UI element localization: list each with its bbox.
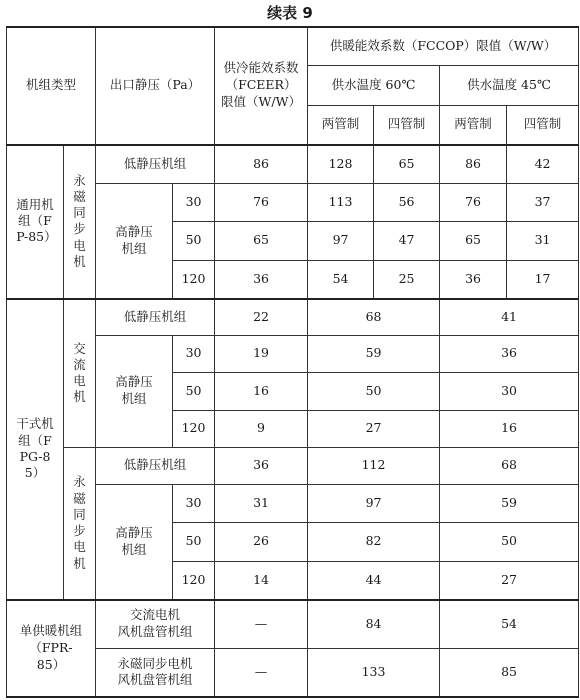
table-row bbox=[7, 448, 579, 484]
cell-value: 97 bbox=[308, 222, 374, 261]
table-title: 续表 9 bbox=[267, 4, 313, 22]
motor-label-general: 永磁同步电机 bbox=[64, 145, 96, 299]
header-row-1 bbox=[7, 27, 579, 66]
cell-fceer: 36 bbox=[215, 260, 308, 299]
section-label-dry: 干式机组（FPG-85） bbox=[7, 299, 64, 600]
motor-label-dry-ac: 交流电机 bbox=[64, 299, 96, 448]
header-two-pipe-60: 两管制 bbox=[308, 105, 374, 145]
cell-value: 37 bbox=[507, 183, 579, 222]
high-pressure-label: 高静压机组 bbox=[96, 484, 173, 600]
header-temp-60: 供水温度 60℃ bbox=[308, 66, 440, 106]
cell-value: 25 bbox=[374, 260, 440, 299]
cell-value: 85 bbox=[440, 648, 579, 697]
cell-value: 86 bbox=[440, 145, 507, 184]
header-static-pressure: 出口静压（Pa） bbox=[96, 27, 215, 145]
cell-pa: 50 bbox=[173, 373, 215, 411]
cell-value: 50 bbox=[440, 523, 579, 562]
cell-value: 16 bbox=[440, 410, 579, 448]
cell-fceer: 26 bbox=[215, 523, 308, 562]
efficiency-limits-table bbox=[6, 26, 579, 698]
cell-value: 56 bbox=[374, 183, 440, 222]
cell-value: 36 bbox=[440, 335, 579, 373]
cell-value: 65 bbox=[440, 222, 507, 261]
header-two-pipe-45: 两管制 bbox=[440, 105, 507, 145]
low-pressure-label: 低静压机组 bbox=[96, 448, 215, 484]
cell-fceer: 14 bbox=[215, 561, 308, 600]
cell-value: 59 bbox=[440, 484, 579, 523]
cell-value: 68 bbox=[440, 448, 579, 484]
cell-value: 76 bbox=[440, 183, 507, 222]
cell-value: 133 bbox=[308, 648, 440, 697]
cell-fceer: 65 bbox=[215, 222, 308, 261]
cell-value: 27 bbox=[440, 561, 579, 600]
cell-value: 47 bbox=[374, 222, 440, 261]
cell-fceer: 76 bbox=[215, 183, 308, 222]
heating-type-label bbox=[96, 600, 215, 649]
cell-value: 65 bbox=[374, 145, 440, 184]
cell-pa: 30 bbox=[173, 183, 215, 222]
high-pressure-label: 高静压机组 bbox=[96, 335, 173, 448]
cell-fceer: 9 bbox=[215, 410, 308, 448]
high-pressure-label: 高静压机组 bbox=[96, 183, 173, 299]
cell-fceer: 36 bbox=[215, 448, 308, 484]
section-label-heating: 单供暖机组（FPR-85） bbox=[7, 600, 96, 697]
cell-fceer: 19 bbox=[215, 335, 308, 373]
cell-fceer: 86 bbox=[215, 145, 308, 184]
cell-pa: 50 bbox=[173, 222, 215, 261]
cell-value: 27 bbox=[308, 410, 440, 448]
heating-type-line2: 风机盘管机组 bbox=[117, 624, 193, 640]
cell-pa: 30 bbox=[173, 484, 215, 523]
cell-value: 128 bbox=[308, 145, 374, 184]
cell-value: 97 bbox=[308, 484, 440, 523]
cell-pa: 120 bbox=[173, 410, 215, 448]
cell-value: 59 bbox=[308, 335, 440, 373]
cell-pa: 50 bbox=[173, 523, 215, 562]
cell-value: 36 bbox=[440, 260, 507, 299]
low-pressure-label: 低静压机组 bbox=[96, 299, 215, 335]
header-fccop: 供暖能效系数（FCCOP）限值（W/W） bbox=[308, 27, 579, 66]
cell-value: 68 bbox=[308, 299, 440, 335]
header-fceer: 供冷能效系数（FCEER）限值（W/W） bbox=[215, 27, 308, 145]
header-unit-type: 机组类型 bbox=[7, 27, 96, 145]
motor-label-dry-pm: 永磁同步电机 bbox=[64, 448, 96, 600]
heating-type-line2: 风机盘管机组 bbox=[117, 672, 193, 688]
cell-pa: 120 bbox=[173, 260, 215, 299]
cell-value: 84 bbox=[308, 600, 440, 649]
header-four-pipe-60: 四管制 bbox=[374, 105, 440, 145]
cell-pa: 120 bbox=[173, 561, 215, 600]
cell-value: 50 bbox=[308, 373, 440, 411]
cell-value: 112 bbox=[308, 448, 440, 484]
cell-value: 41 bbox=[440, 299, 579, 335]
cell-pa: 30 bbox=[173, 335, 215, 373]
cell-fceer: — bbox=[215, 600, 308, 649]
low-pressure-label: 低静压机组 bbox=[96, 145, 215, 184]
cell-fceer: — bbox=[215, 648, 308, 697]
header-temp-45: 供水温度 45℃ bbox=[440, 66, 579, 106]
cell-fceer: 16 bbox=[215, 373, 308, 411]
cell-value: 44 bbox=[308, 561, 440, 600]
section-label-general: 通用机组（FP-85） bbox=[7, 145, 64, 299]
cell-value: 54 bbox=[440, 600, 579, 649]
cell-value: 42 bbox=[507, 145, 579, 184]
cell-value: 31 bbox=[507, 222, 579, 261]
cell-value: 54 bbox=[308, 260, 374, 299]
header-four-pipe-45: 四管制 bbox=[507, 105, 579, 145]
heating-type-line1: 永磁同步电机 bbox=[117, 655, 193, 671]
cell-fceer: 22 bbox=[215, 299, 308, 335]
cell-value: 82 bbox=[308, 523, 440, 562]
cell-fceer: 31 bbox=[215, 484, 308, 523]
table-row bbox=[7, 600, 579, 649]
cell-value: 17 bbox=[507, 260, 579, 299]
heating-type-line1: 交流电机 bbox=[130, 607, 181, 623]
table-row bbox=[7, 299, 579, 335]
table-row bbox=[7, 145, 579, 184]
cell-value: 113 bbox=[308, 183, 374, 222]
heating-type-label bbox=[96, 648, 215, 697]
cell-value: 30 bbox=[440, 373, 579, 411]
